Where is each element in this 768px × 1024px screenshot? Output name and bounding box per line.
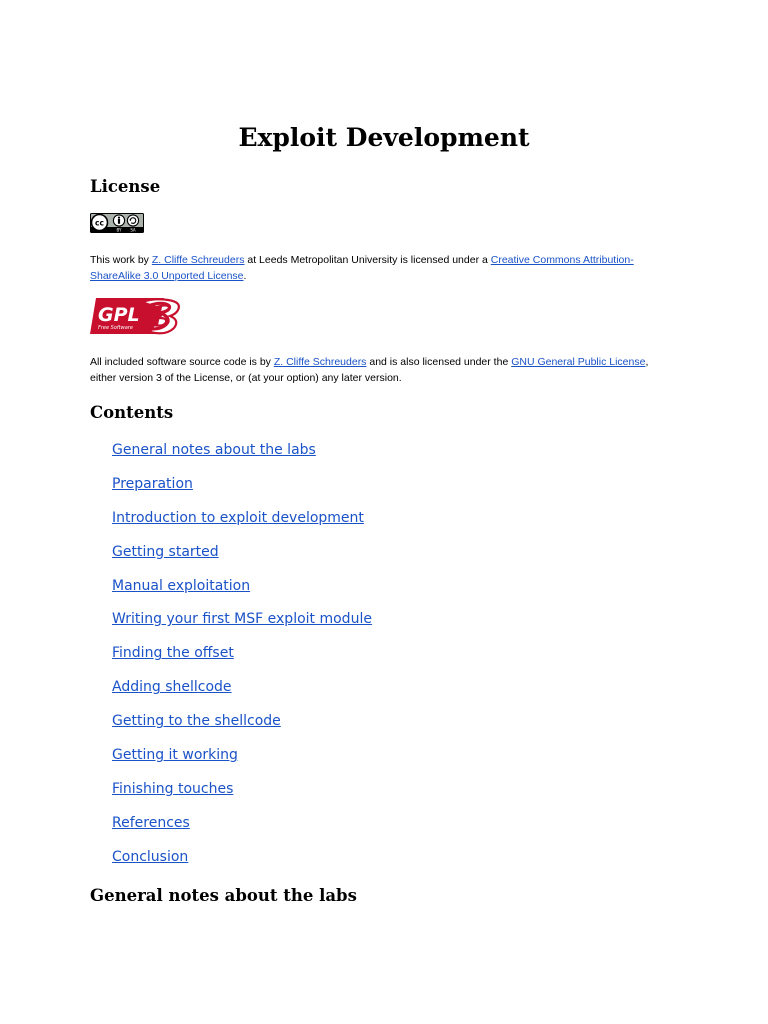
- toc-link-first-msf-module[interactable]: Writing your first MSF exploit module: [112, 611, 372, 628]
- license-heading: License: [90, 177, 161, 196]
- gpl-logo-tagline: Free Software: [98, 325, 133, 331]
- creative-commons-by-sa-icon: [90, 213, 144, 233]
- toc-item: [112, 474, 372, 508]
- toc-link-introduction[interactable]: Introduction to exploit development: [112, 509, 364, 526]
- toc-item: [112, 677, 372, 711]
- toc-item: [112, 576, 372, 610]
- table-of-contents: [112, 440, 372, 881]
- gpl-text-prefix: All included software source code is by: [90, 356, 274, 368]
- toc-link-preparation[interactable]: Preparation: [112, 475, 193, 492]
- toc-item: [112, 813, 372, 847]
- toc-link-general-notes[interactable]: General notes about the labs: [112, 442, 316, 458]
- toc-link-conclusion[interactable]: Conclusion: [112, 848, 189, 865]
- toc-item: [112, 847, 372, 881]
- gpl-v3-free-software-icon: [90, 296, 182, 336]
- cc-text-middle: at Leeds Metropolitan University is licensed under a: [244, 254, 491, 266]
- toc-item: [112, 779, 372, 813]
- toc-item: [112, 745, 372, 779]
- cc-text-prefix: This work by: [90, 254, 152, 266]
- toc-link-getting-started[interactable]: Getting started: [112, 543, 219, 560]
- cc-license-link[interactable]: Creative Commons Attribution-ShareAlike 3.0 Unported License: [90, 254, 634, 282]
- toc-link-adding-shellcode[interactable]: Adding shellcode: [112, 679, 232, 696]
- toc-link-finding-offset[interactable]: Finding the offset: [112, 645, 234, 662]
- toc-item: [112, 711, 372, 745]
- author-link[interactable]: Z. Cliffe Schreuders: [273, 356, 367, 368]
- gpl-logo-text: GPL: [98, 304, 140, 326]
- gpl-text-suffix: , either version 3 of the License, or (at your option) any later version.: [90, 356, 649, 384]
- toc-link-references[interactable]: References: [112, 814, 190, 831]
- gpl-license-statement: [90, 354, 670, 386]
- toc-link-getting-it-working[interactable]: Getting it working: [112, 747, 238, 764]
- svg-text:cc: cc: [95, 218, 104, 228]
- page-title: Exploit Development: [238, 123, 530, 152]
- gpl-license-link[interactable]: GNU General Public License: [511, 356, 646, 368]
- cc-text-suffix: .: [243, 270, 247, 282]
- gpl-text-middle: and is also licensed under the: [366, 356, 512, 368]
- svg-text:SA: SA: [130, 227, 136, 233]
- toc-link-getting-to-shellcode[interactable]: Getting to the shellcode: [112, 713, 281, 730]
- author-link[interactable]: Z. Cliffe Schreuders: [151, 254, 245, 266]
- svg-text:BY: BY: [116, 227, 122, 233]
- cc-license-statement: [90, 252, 670, 284]
- toc-item: [112, 542, 372, 576]
- toc-link-manual-exploitation[interactable]: Manual exploitation: [112, 577, 251, 594]
- toc-item: [112, 643, 372, 677]
- contents-heading: Contents: [90, 403, 174, 422]
- toc-item: [112, 440, 372, 474]
- toc-link-finishing-touches[interactable]: Finishing touches: [112, 780, 234, 797]
- toc-item: [112, 609, 372, 643]
- toc-item: [112, 508, 372, 542]
- general-notes-heading: General notes about the labs: [90, 886, 357, 905]
